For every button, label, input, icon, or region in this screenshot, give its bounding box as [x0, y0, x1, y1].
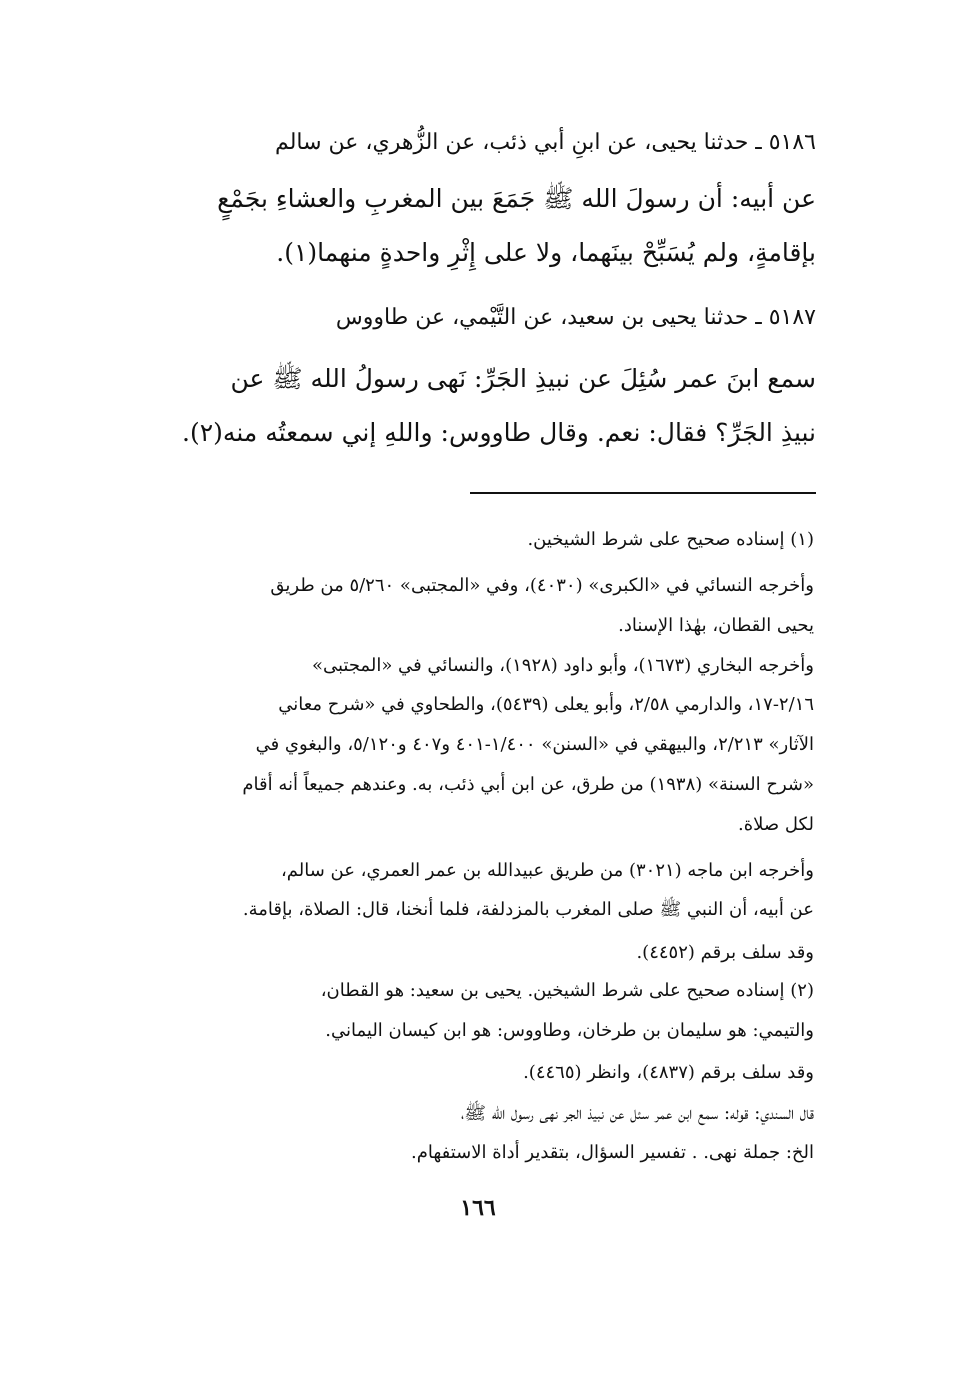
- hadith-5187-line-2: نبيذِ الجَرِّ؟ فقال: نعم. وقال طاووس: واللهِ إني سمعتُه منه(٢).: [182, 418, 816, 447]
- footnote-line: (١) إسناده صحيح على شرط الشيخين.: [527, 529, 814, 550]
- hadith-5186-line-2: بإقامةٍ، ولم يُسَبِّحْ بينَهما، ولا على إِثْرِ واحدةٍ منهما(١).: [276, 238, 816, 267]
- footnote-line: يحيى القطان، بهٰذا الإسناد.: [618, 615, 814, 636]
- footnote-divider: [470, 492, 816, 494]
- hadith-5187-intro: ٥١٨٧ ـ حدثنا يحيى بن سعيد، عن التَّيْمي، عن طاووس: [335, 305, 816, 330]
- footnote-line: ٢/١٦-١٧، والدارمي ٢/٥٨، وأبو يعلى (٥٤٣٩)، والطحاوي في «شرح معاني: [278, 694, 814, 715]
- footnote-line: الخ: جملة نهى. . تفسير السؤال، بتقدير أداة الاستفهام.: [410, 1142, 814, 1163]
- footnote-line: وقد سلف برقم (٤٤٥٢).: [636, 942, 814, 963]
- footnote-line: وأخرجه النسائي في «الكبرى» (٤٠٣٠)، وفي «المجتبى» ٥/٢٦٠ من طريق: [270, 575, 814, 596]
- footnote-line: وأخرجه ابن ماجه (٣٠٢١) من طريق عبيدالله بن عمر العمري، عن سالم،: [280, 860, 814, 881]
- footnote-line: «شرح السنة» (١٩٣٨) من طرق، عن ابن أبي ذئب، به. وعندهم جميعاً أنه أقام: [242, 774, 814, 795]
- footnote-line: لكل صلاة.: [738, 814, 814, 835]
- footnote-line: قال السندي: قوله: سمع ابن عمر سئل عن نبيذ الجر نهى رسول الله ﷺ،: [460, 1103, 814, 1124]
- footnote-line: عن أبيه، أن النبي ﷺ صلى المغرب بالمزدلفة، فلما أنخنا، قال: الصلاة، بإقامة.: [242, 899, 814, 920]
- footnote-line: (٢) إسناده صحيح على شرط الشيخين. يحيى بن سعيد: هو القطان،: [320, 980, 814, 1001]
- footnote-line: وأخرجه البخاري (١٦٧٣)، وأبو داود (١٩٢٨)، والنسائي في «المجتبى»: [311, 655, 814, 676]
- page-number: ١٦٦: [460, 1195, 496, 1221]
- hadith-5186-line-1: عن أبيه: أن رسولَ الله ﷺ جَمَعَ بين المغربِ والعشاءِ بجَمْعٍ: [217, 184, 816, 213]
- footnote-line: الآثار» ٢/٢١٣، والبيهقي في «السنن» ١/٤٠٠-٤٠١ و٤٠٧ و٥/١٢٠، والبغوي في: [255, 734, 814, 755]
- hadith-5186-intro: ٥١٨٦ ـ حدثنا يحيى، عن ابنِ أبي ذئب، عن الزُّهري، عن سالم: [275, 130, 816, 155]
- footnote-line: والتيمي: هو سليمان بن طرخان، وطاووس: هو ابن كيسان اليماني.: [325, 1020, 814, 1041]
- hadith-5187-line-1: سمع ابنَ عمر سُئِلَ عن نبيذِ الجَرِّ: نَهى رسولُ الله ﷺ عن: [230, 364, 816, 393]
- footnote-line: وقد سلف برقم (٤٨٣٧)، وانظر (٤٤٦٥).: [523, 1062, 814, 1083]
